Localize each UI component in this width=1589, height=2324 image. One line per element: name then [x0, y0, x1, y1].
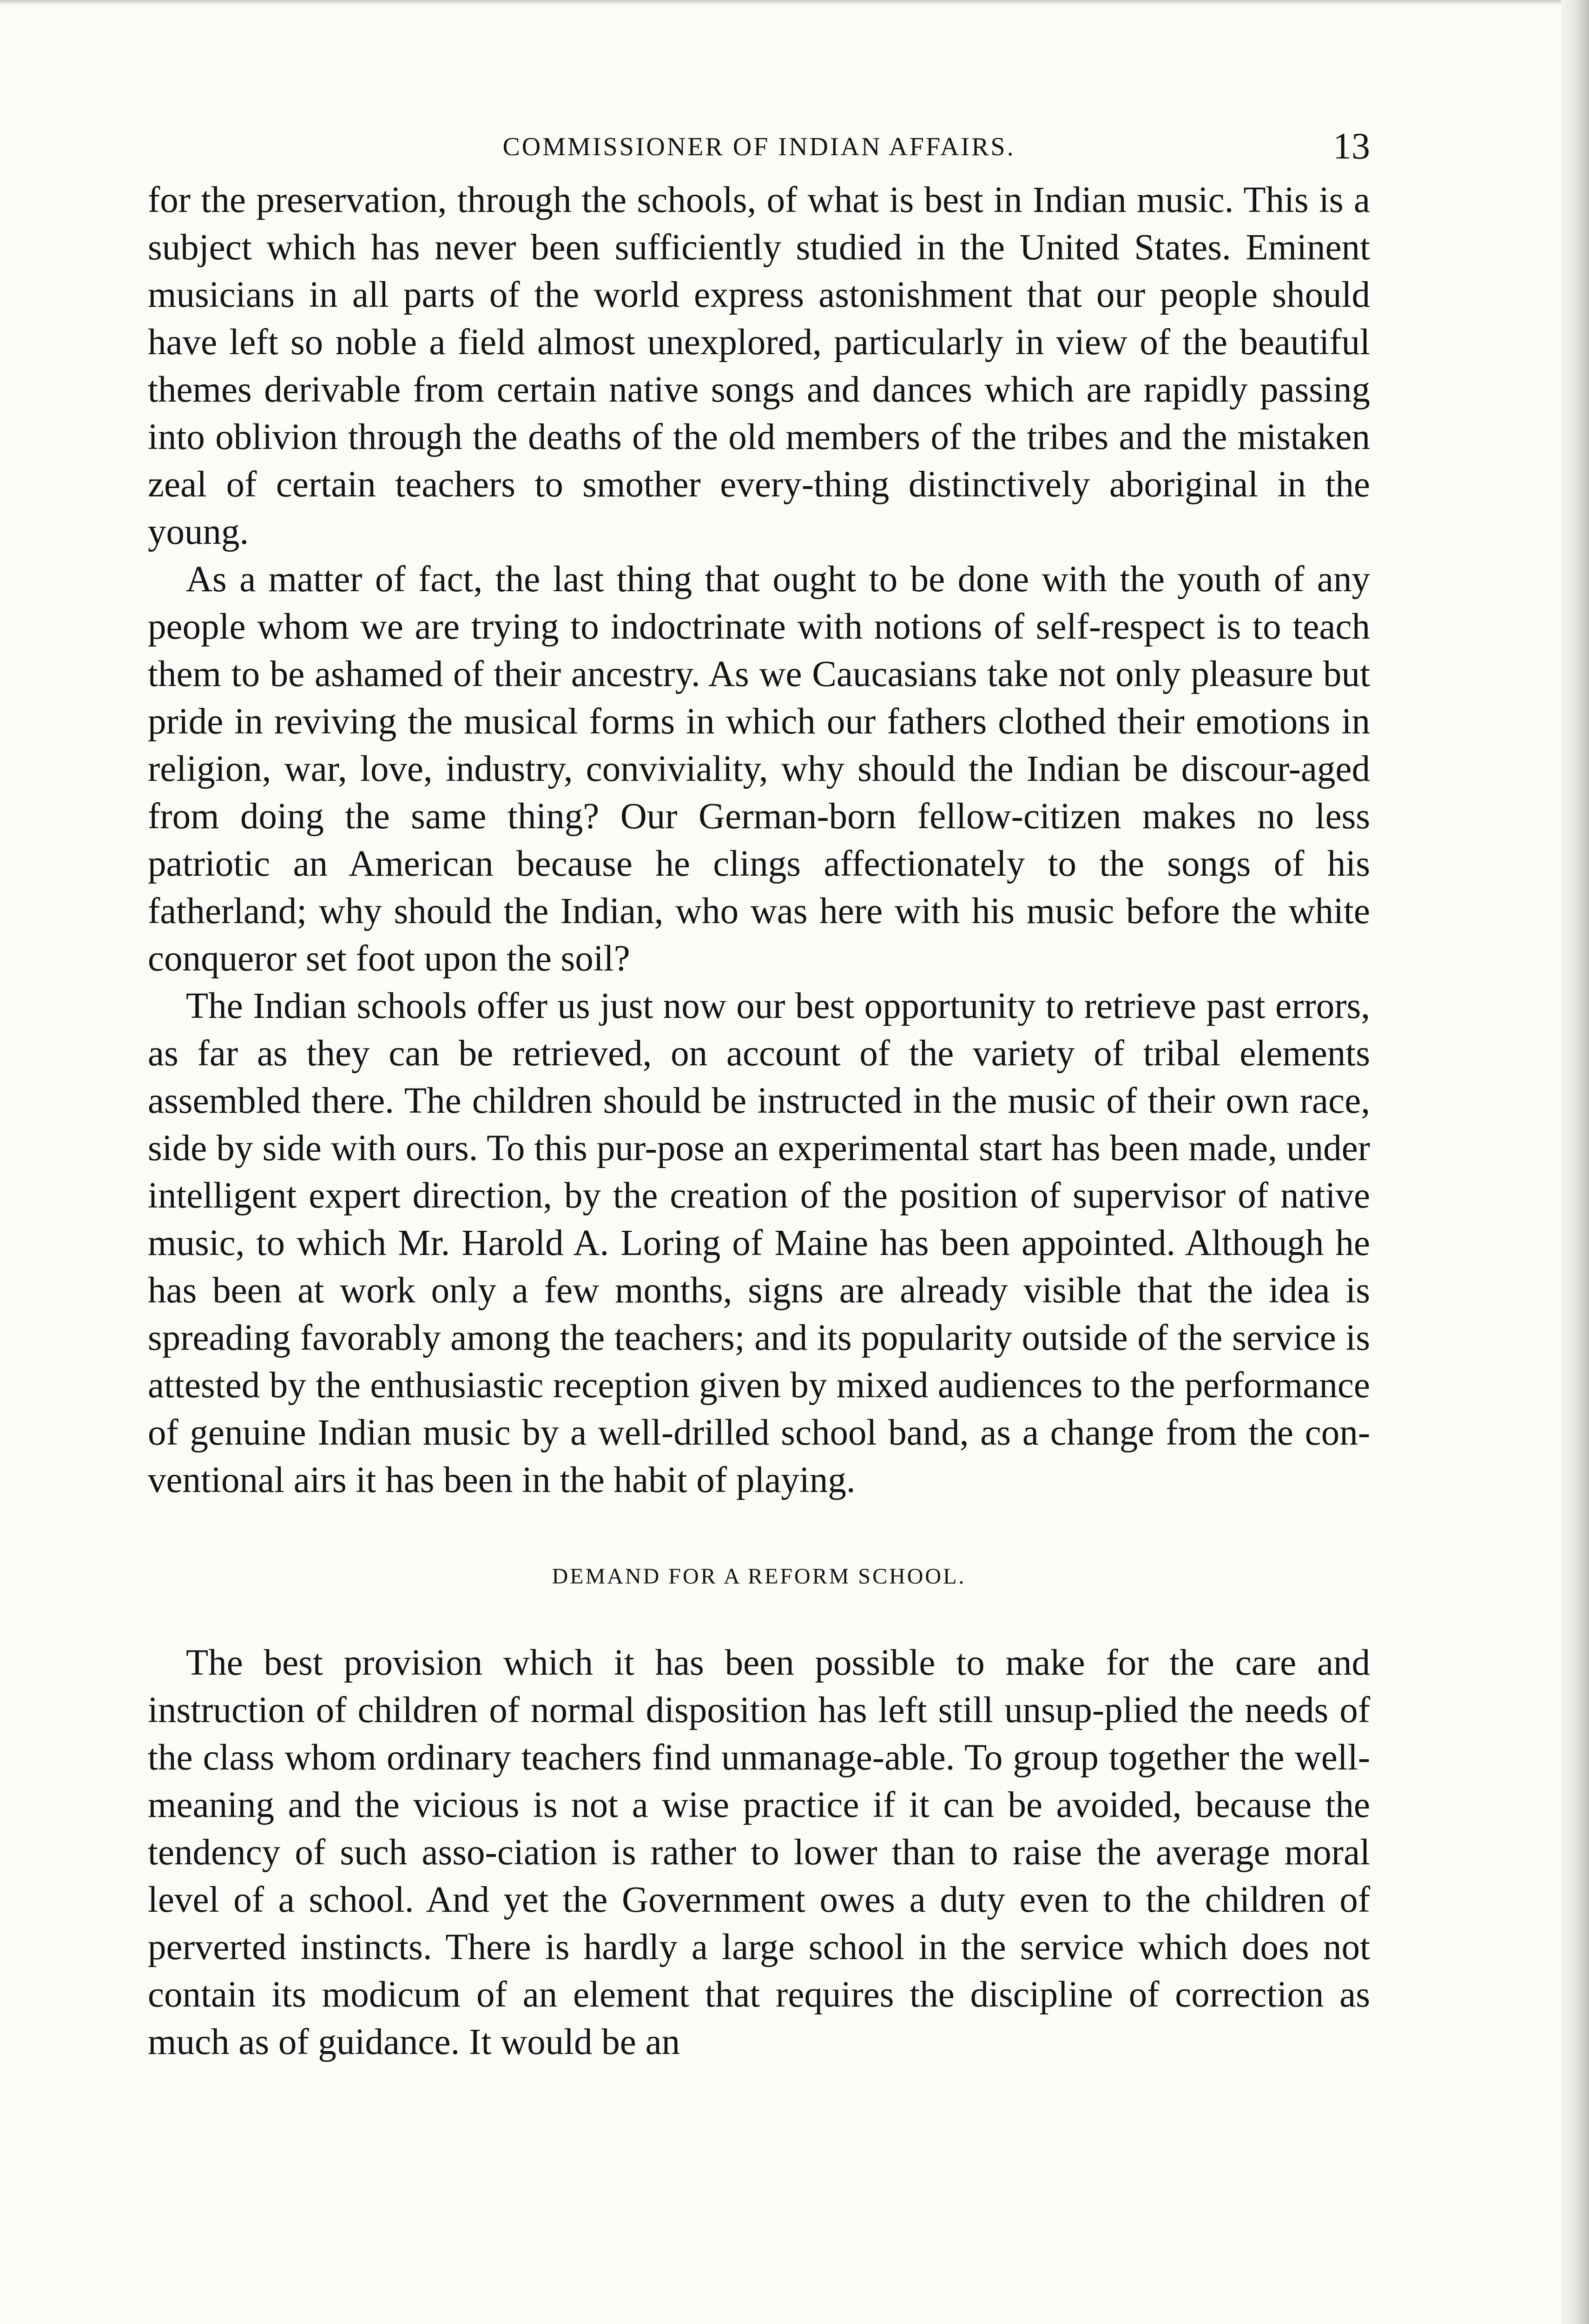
page-right-edge — [1561, 0, 1589, 2324]
paragraph-3: The Indian schools offer us just now our best opportunity to retrieve past errors, as far as they can be retrieved, on account of the variety of tribal elements assembled there. The children should be instructed in the music of their own race, side by side with ours. To this pur-pose an experimental start has been made, under intelligent expert direction, by the creation of the position of supervisor of native music, to which Mr. Harold A. Loring of Maine has been appointed. Although he has been at work only a few months, signs are already visible that the idea is spreading favorably among the teachers; and its popularity outside of the service is attested by the enthusiastic reception given by mixed audiences to the performance of genuine Indian music by a well-drilled school band, as a change from the con-ventional airs it has been in the habit of playing. — [148, 986, 1370, 1500]
text-block — [148, 116, 1370, 2066]
page-number: 13 — [1333, 126, 1370, 167]
paragraph-4: The best provision which it has been possible to make for the care and instruction of children of normal disposition has left still unsup-plied the needs of the class whom ordinary teachers find unmanage-able. To group together the well-meaning and the vicious is not a wise practice if it can be avoided, because the tendency of such asso-ciation is rather to lower than to raise the average moral level of a school. And yet the Government owes a duty even to the children of perverted instincts. There is hardly a large school in the service which does not contain its modicum of an element that requires the discipline of correction as much as of guidance. It would be an — [148, 1643, 1370, 2062]
section-heading: DEMAND FOR A REFORM SCHOOL. — [552, 1564, 966, 1589]
running-title: COMMISSIONER OF INDIAN AFFAIRS. — [502, 132, 1015, 161]
paragraph-2: As a matter of fact, the last thing that ought to be done with the youth of any people whom we are trying to indoctrinate with notions of self-respect is to teach them to be ashamed of their ancestry. As we Caucasians take not only pleasure but pride in reviving the musical forms in which our fathers clothed their emotions in religion, war, love, industry, conviviality, why should the Indian be discour-aged from doing the same thing? Our German-born fellow-citizen makes no less patriotic an American because he clings affectionately to the songs of his fatherland; why should the Indian, who was here with his music before the white conqueror set foot upon the soil? — [148, 559, 1370, 979]
page-top-edge — [0, 0, 1589, 5]
running-head — [148, 116, 1370, 177]
paragraph-1: for the preservation, through the schools, of what is best in Indian music. This is a subject which has never been sufficiently studied in the United States. Eminent musicians in all parts of the world express astonishment that our people should have left so noble a field almost unexplored, particularly in view of the beautiful themes derivable from certain native songs and dances which are rapidly passing into oblivion through the deaths of the old members of the tribes and the mistaken zeal of certain teachers to smother every-thing distinctively aboriginal in the young. — [148, 180, 1370, 552]
